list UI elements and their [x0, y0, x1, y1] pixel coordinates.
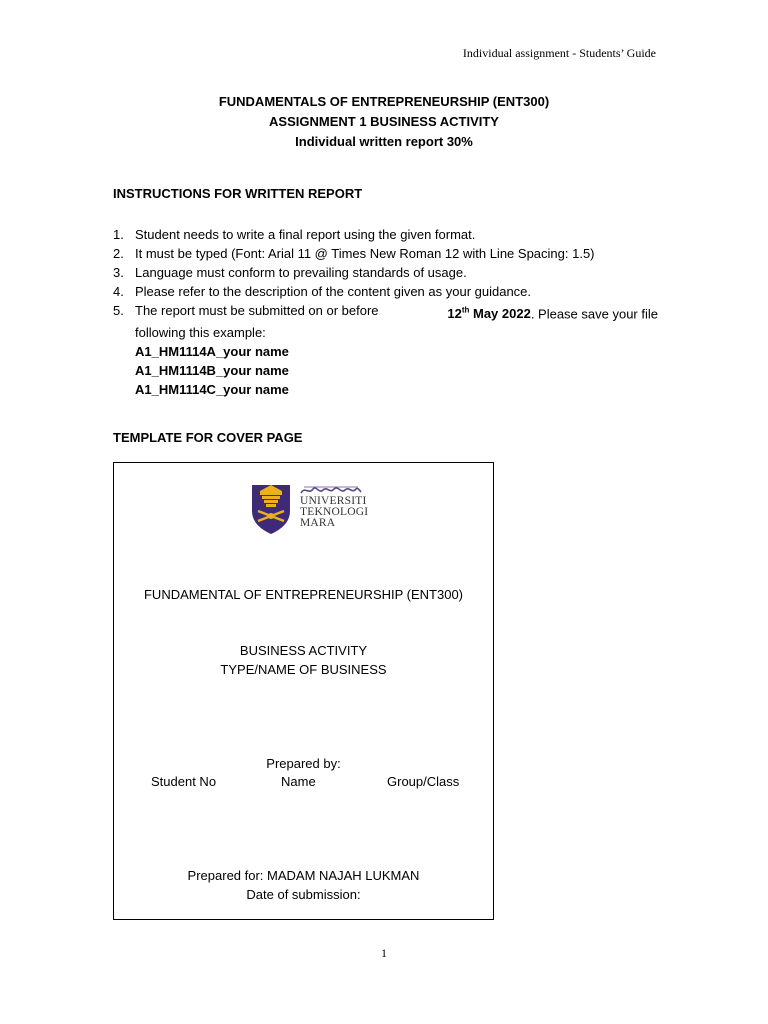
- submission-date-line: [447, 301, 658, 323]
- prepared-by-label: Prepared by:: [266, 756, 341, 771]
- title-line-2: ASSIGNMENT 1 BUSINESS ACTIVITY: [269, 114, 499, 129]
- shield-icon: [250, 483, 292, 535]
- item-text: Student needs to write a final report using the given format.: [135, 227, 476, 242]
- document-title: [0, 92, 768, 152]
- logo-line: TEKNOLOGI: [300, 506, 369, 518]
- submission-text: The report must be submitted on or before: [135, 303, 379, 318]
- instructions-list: [113, 225, 658, 399]
- item-number: 3.: [113, 265, 124, 280]
- item-number: 5.: [113, 303, 124, 318]
- group-class-label: Group/Class: [387, 774, 460, 789]
- title-line-3: Individual written report 30%: [295, 134, 473, 149]
- example-intro: following this example:: [135, 325, 266, 341]
- item-number: 1.: [113, 227, 124, 242]
- date-day: 12: [447, 306, 462, 322]
- cover-template-heading: TEMPLATE FOR COVER PAGE: [113, 430, 303, 445]
- item-text: Language must conform to prevailing standards of usage.: [135, 265, 467, 280]
- instructions-heading: INSTRUCTIONS FOR WRITTEN REPORT: [113, 186, 363, 201]
- save-file-text: . Please save your file: [530, 306, 658, 322]
- filename-example: A1_HM1114C_your name: [135, 382, 289, 398]
- university-logo: [250, 483, 369, 537]
- list-item: [113, 301, 658, 399]
- item-text: Please refer to the description of the content given as your guidance.: [135, 284, 532, 299]
- date-of-submission-label: Date of submission:: [246, 887, 361, 902]
- list-item: [113, 282, 658, 301]
- list-item: [113, 225, 658, 244]
- page-header: Individual assignment - Students’ Guide: [462, 46, 656, 60]
- list-item: [113, 244, 658, 263]
- item-text: [135, 301, 658, 399]
- item-number: 2.: [113, 246, 124, 261]
- date-month-year: May 2022: [469, 306, 531, 322]
- cover-business-name: TYPE/NAME OF BUSINESS: [220, 662, 387, 677]
- page-number: 1: [381, 946, 387, 960]
- item-number: 4.: [113, 284, 124, 299]
- logo-line: MARA: [300, 517, 336, 529]
- student-no-label: Student No: [151, 774, 217, 789]
- date-suffix: th: [461, 306, 470, 315]
- list-item: [113, 263, 658, 282]
- cover-activity: BUSINESS ACTIVITY: [239, 643, 368, 658]
- logo-wordmark: [300, 496, 368, 529]
- filename-example: A1_HM1114A_your name: [135, 344, 289, 360]
- name-label: Name: [281, 774, 316, 789]
- cover-page-template: [113, 462, 494, 920]
- filename-examples: [135, 342, 658, 399]
- prepared-for-label: Prepared for: MADAM NAJAH LUKMAN: [187, 868, 420, 883]
- item-text: It must be typed (Font: Arial 11 @ Times New Roman 12 with Line Spacing: 1.5): [135, 246, 595, 261]
- filename-example: A1_HM1114B_your name: [135, 363, 289, 379]
- cover-course-title: FUNDAMENTAL OF ENTREPRENEURSHIP (ENT300): [143, 587, 464, 602]
- title-line-1: FUNDAMENTALS OF ENTREPRENEURSHIP (ENT300): [218, 94, 550, 109]
- logo-line: UNIVERSITI: [300, 495, 367, 507]
- submission-date: [447, 306, 530, 321]
